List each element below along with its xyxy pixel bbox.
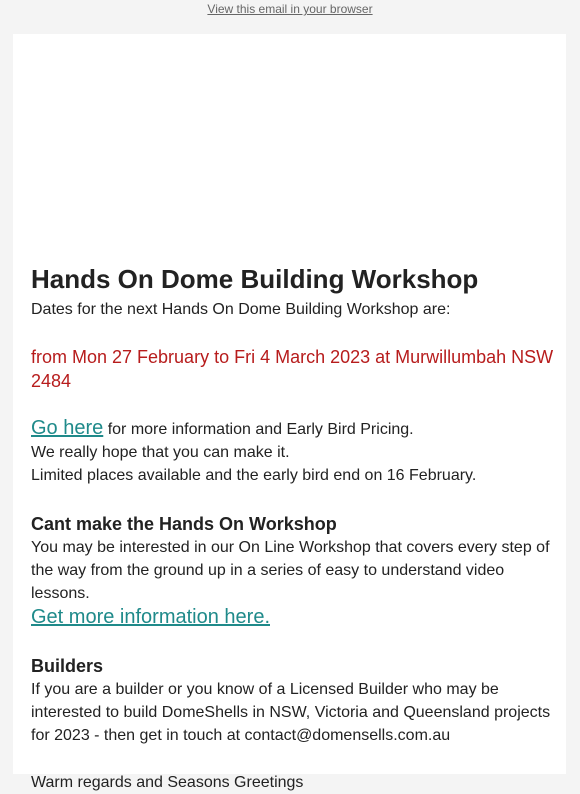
get-more-info-link[interactable]: Get more information here.	[31, 606, 270, 628]
cant-make-title: Cant make the Hands On Workshop	[31, 514, 337, 534]
intro-text: Dates for the next Hands On Dome Building Workshop are:	[31, 301, 451, 318]
workshop-dates: from Mon 27 February to Fri 4 March 2023 at Murwillumbah NSW 2484	[31, 347, 554, 391]
closing-text: Warm regards and Seasons Greetings	[31, 774, 304, 791]
limited-places-text: Limited places available and the early bird end on 16 February.	[31, 467, 477, 484]
online-workshop-text: You may be interested in our On Line Workshop that covers every step of the way from the ground up in a series of easy to understand video lessons.	[31, 539, 550, 602]
go-here-paragraph	[31, 417, 566, 441]
email-content	[31, 260, 566, 794]
go-here-text: for more information and Early Bird Pricing.	[103, 421, 414, 438]
builders-text: If you are a builder or you know of a Licensed Builder who may be interested to build DomeShells in NSW, Victoria and Queensland projects for 2023 - then get in touch at contact@domensells.com.au	[31, 681, 551, 744]
hope-text: We really hope that you can make it.	[31, 444, 290, 461]
view-in-browser-link[interactable]: View this email in your browser	[207, 2, 373, 16]
builders-title: Builders	[31, 656, 104, 676]
go-here-link[interactable]: Go here	[31, 417, 104, 439]
email-header	[0, 0, 580, 34]
email-title: Hands On Dome Building Workshop	[31, 264, 479, 294]
